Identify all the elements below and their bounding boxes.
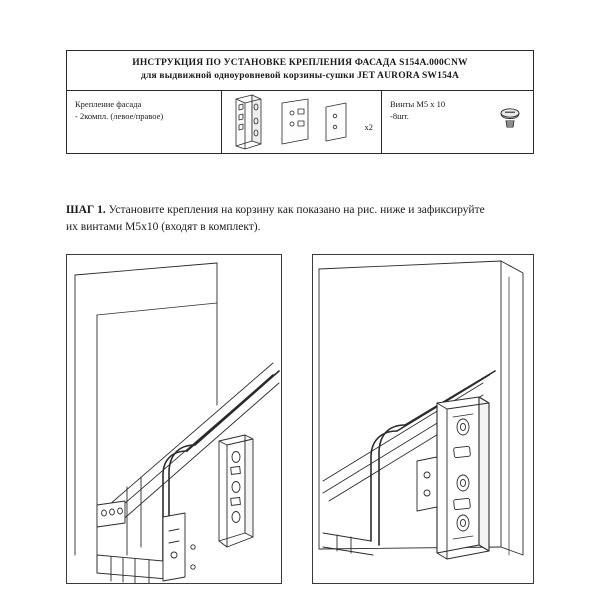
step-label: ШАГ 1.	[66, 204, 106, 216]
bracket-icon	[236, 95, 261, 149]
facade-bracket-label-line-2: - 2компл. (левое/правое)	[75, 110, 164, 121]
parts-cell-illustration	[222, 91, 382, 153]
screws-label-line-2: -8шт.	[390, 110, 409, 121]
figure-basket-assembly	[66, 254, 282, 584]
basket-assembly-drawing	[67, 255, 282, 584]
header-table	[66, 50, 534, 154]
header-parts-row	[67, 91, 533, 153]
parts-cell-facade-bracket	[67, 91, 222, 153]
step-text-line-2: их винтами M5x10 (входят в комплект).	[66, 221, 261, 233]
document-title-line-1: ИНСТРУКЦИЯ ПО УСТАНОВКЕ КРЕПЛЕНИЯ ФАСАДА S154A.000CNW	[132, 58, 468, 68]
screw-icon	[497, 105, 523, 136]
plate-small-icon	[326, 103, 346, 141]
parts-illustration	[222, 91, 382, 153]
figure-bracket-detail	[312, 254, 534, 584]
document-title	[67, 51, 533, 91]
parts-cell-screws	[382, 91, 533, 153]
bracket-detail-drawing	[313, 255, 534, 584]
quantity-label: х2	[364, 122, 373, 132]
step-line-1	[66, 202, 536, 219]
screws-label-line-1: Винты M5 x 10	[390, 99, 446, 109]
document-title-line-2: для выдвижной одноуровневой корзины-сушки JET AURORA SW154A	[140, 71, 460, 81]
step-instruction	[66, 202, 536, 236]
plate-icon	[282, 99, 308, 144]
facade-bracket-label-line-1: Крепление фасада	[75, 99, 142, 109]
step-text-line-1: Установите крепления на корзину как показано на рис. ниже и зафиксируйте	[108, 204, 485, 216]
